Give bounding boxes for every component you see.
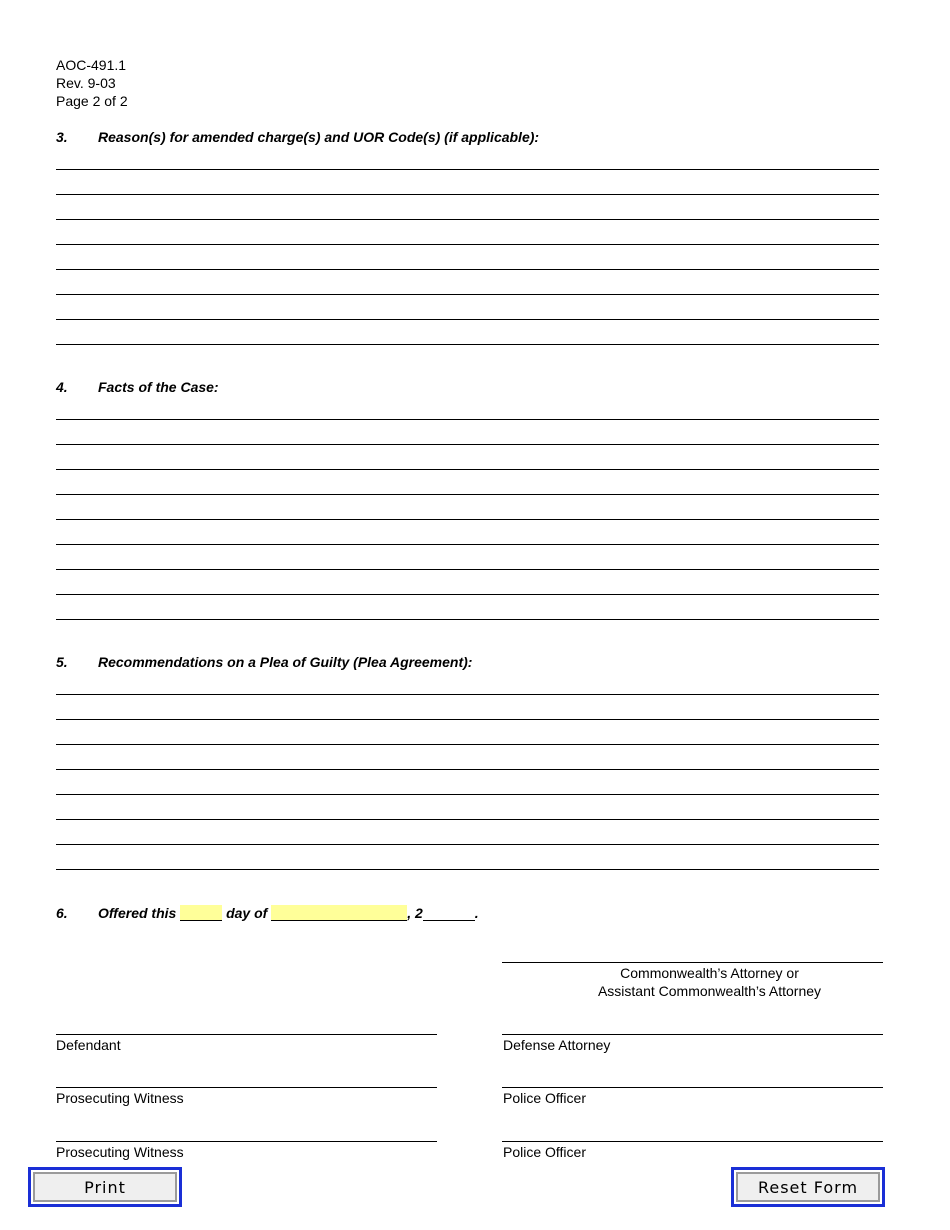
text-line[interactable] xyxy=(56,294,879,295)
defense-attorney-label: Defense Attorney xyxy=(503,1037,611,1053)
print-button-label[interactable]: Print xyxy=(33,1172,177,1202)
text-line[interactable] xyxy=(56,694,879,695)
text-line[interactable] xyxy=(56,794,879,795)
commonwealth-attorney-label-2: Assistant Commonwealth’s Attorney xyxy=(597,983,822,999)
prosecuting-witness-2-label: Prosecuting Witness xyxy=(56,1144,184,1160)
page-indicator: Page 2 of 2 xyxy=(56,93,128,109)
offered-this-label: Offered this xyxy=(98,905,177,921)
text-line[interactable] xyxy=(56,269,879,270)
month-field[interactable] xyxy=(271,905,407,921)
reset-form-button[interactable] xyxy=(731,1167,885,1207)
text-line[interactable] xyxy=(56,319,879,320)
text-line[interactable] xyxy=(56,844,879,845)
form-header xyxy=(56,56,128,110)
print-button[interactable] xyxy=(28,1167,182,1207)
prosecuting-witness-1-signature-line[interactable] xyxy=(56,1087,437,1088)
year-field[interactable] xyxy=(423,905,475,921)
form-revision: Rev. 9-03 xyxy=(56,75,116,91)
section-4-title: Facts of the Case: xyxy=(98,379,219,395)
section-5-title: Recommendations on a Plea of Guilty (Plea Agreement): xyxy=(98,654,473,670)
police-officer-1-label: Police Officer xyxy=(503,1090,586,1106)
section-5-number: 5. xyxy=(56,654,68,670)
defendant-label: Defendant xyxy=(56,1037,121,1053)
text-line[interactable] xyxy=(56,719,879,720)
text-line[interactable] xyxy=(56,544,879,545)
text-line[interactable] xyxy=(56,419,879,420)
text-line[interactable] xyxy=(56,594,879,595)
text-line[interactable] xyxy=(56,344,879,345)
text-line[interactable] xyxy=(56,494,879,495)
text-line[interactable] xyxy=(56,569,879,570)
text-line[interactable] xyxy=(56,444,879,445)
reset-form-button-label[interactable]: Reset Form xyxy=(736,1172,880,1202)
year-prefix-label: , 2 xyxy=(407,905,423,921)
section-3-number: 3. xyxy=(56,129,68,145)
prosecuting-witness-1-label: Prosecuting Witness xyxy=(56,1090,184,1106)
text-line[interactable] xyxy=(56,819,879,820)
text-line[interactable] xyxy=(56,469,879,470)
text-line[interactable] xyxy=(56,769,879,770)
defendant-signature-line[interactable] xyxy=(56,1034,437,1035)
commonwealth-attorney-label-1: Commonwealth’s Attorney or xyxy=(620,965,799,981)
text-line[interactable] xyxy=(56,219,879,220)
day-field[interactable] xyxy=(180,905,222,921)
text-line[interactable] xyxy=(56,519,879,520)
section-3-title: Reason(s) for amended charge(s) and UOR Code(s) (if applicable): xyxy=(98,129,540,145)
police-officer-2-label: Police Officer xyxy=(503,1144,586,1160)
police-officer-1-signature-line[interactable] xyxy=(502,1087,883,1088)
day-of-label: day of xyxy=(226,905,268,921)
text-line[interactable] xyxy=(56,244,879,245)
text-line[interactable] xyxy=(56,619,879,620)
police-officer-2-signature-line[interactable] xyxy=(502,1141,883,1142)
text-line[interactable] xyxy=(56,194,879,195)
section-3-heading xyxy=(56,129,68,147)
text-line[interactable] xyxy=(56,169,879,170)
form-number: AOC-491.1 xyxy=(56,57,127,73)
commonwealth-attorney-signature-line[interactable] xyxy=(502,962,883,963)
section-4-number: 4. xyxy=(56,379,68,395)
defense-attorney-signature-line[interactable] xyxy=(502,1034,883,1035)
section-6-offered-line xyxy=(98,905,479,921)
section-6-number: 6. xyxy=(56,905,68,921)
prosecuting-witness-2-signature-line[interactable] xyxy=(56,1141,437,1142)
text-line[interactable] xyxy=(56,869,879,870)
text-line[interactable] xyxy=(56,744,879,745)
period-label: . xyxy=(474,905,479,921)
